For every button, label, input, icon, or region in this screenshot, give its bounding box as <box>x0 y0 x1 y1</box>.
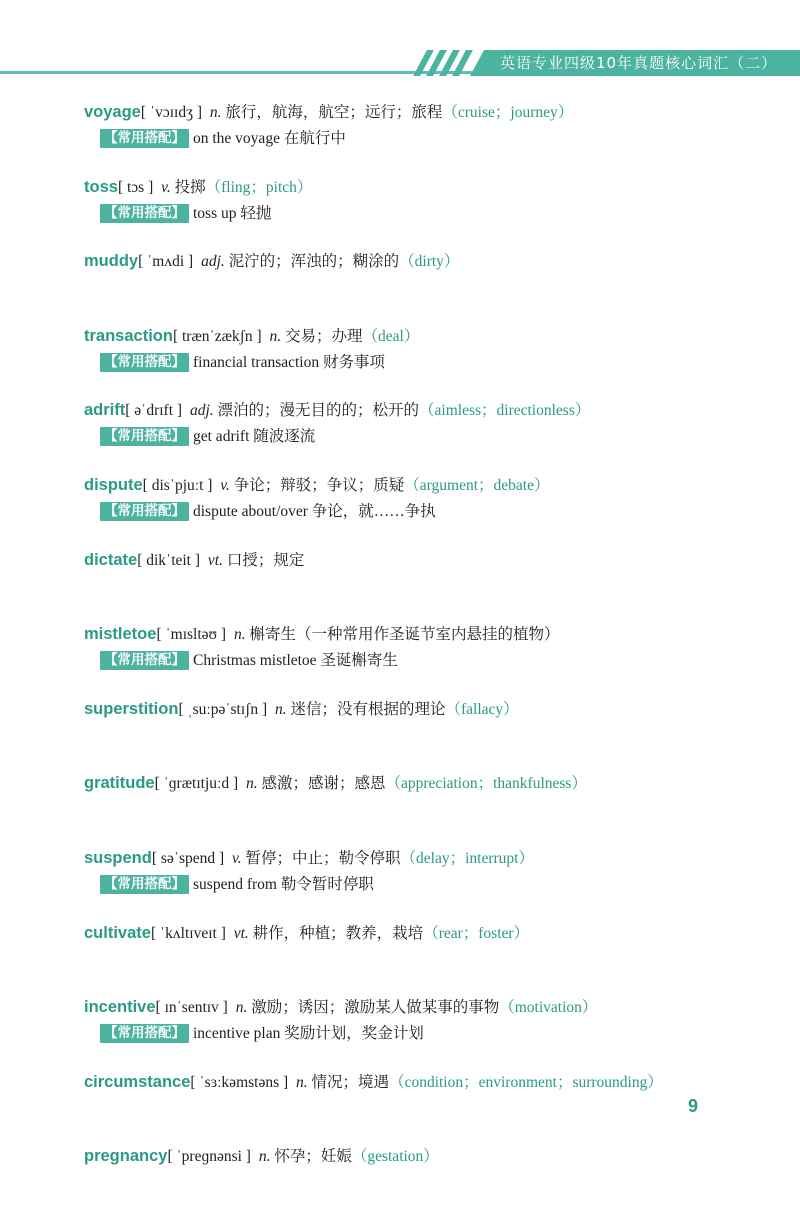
definition: 耕作，种植；教养，栽培 <box>252 924 424 942</box>
vocab-entry <box>84 697 774 772</box>
headword: toss <box>84 177 118 196</box>
collocation-badge: 【常用搭配】 <box>100 502 189 521</box>
collocation-line <box>100 648 774 674</box>
definition: 暂停；中止；勒令停职 <box>245 849 401 867</box>
entry-headline <box>84 622 774 646</box>
collocation-text: on the voyage 在航行中 <box>193 130 346 147</box>
entry-headline <box>84 771 774 795</box>
synonyms: （condition；environment；surrounding） <box>389 1073 663 1091</box>
part-of-speech: vt. <box>207 551 223 569</box>
entry-headline <box>84 398 774 422</box>
collocation-badge: 【常用搭配】 <box>100 875 189 894</box>
collocation-badge: 【常用搭配】 <box>100 204 189 223</box>
part-of-speech: adj. <box>189 402 214 420</box>
collocation-line <box>100 126 774 152</box>
vocab-entry <box>84 1144 774 1219</box>
synonyms: （gestation） <box>351 1148 439 1166</box>
headword: dictate <box>84 550 138 569</box>
collocation-text: financial transaction 财务事项 <box>193 353 385 371</box>
headword: pregnancy <box>84 1147 168 1166</box>
collocation-text: Christmas mistletoe 圣诞槲寄生 <box>193 652 398 670</box>
definition: 交易；办理 <box>284 327 363 345</box>
headword: cultivate <box>84 923 151 942</box>
vocab-entry <box>84 249 774 324</box>
synonyms: （motivation） <box>499 999 598 1017</box>
entry-headline <box>84 846 774 870</box>
phonetic: [ ˈkʌltɪveɪt ] <box>150 924 226 942</box>
part-of-speech: n. <box>209 104 222 121</box>
synonyms: （aimless；directionless） <box>419 402 591 420</box>
collocation-text: suspend from 勒令暂时停职 <box>193 875 374 893</box>
vocab-entry <box>84 398 774 473</box>
part-of-speech: n. <box>233 626 246 644</box>
phonetic: [ ˈmɪsltəʊ ] <box>156 626 227 644</box>
headword: superstition <box>84 699 179 718</box>
entry-headline <box>84 324 774 348</box>
collocation-text: toss up 轻抛 <box>193 204 272 222</box>
headword: voyage <box>84 103 141 121</box>
collocation-text: get adrift 随波逐流 <box>193 428 316 446</box>
phonetic: [ ˈɡrætɪtjuːd ] <box>154 775 239 793</box>
entry-headline <box>84 175 774 199</box>
phonetic: [ səˈspend ] <box>151 849 225 867</box>
phonetic: [ ˈmʌdi ] <box>138 253 194 271</box>
entry-headline <box>84 1070 774 1094</box>
entry-headline <box>84 249 774 273</box>
vocab-entry <box>84 175 774 250</box>
definition: 感激；感谢；感恩 <box>261 775 386 793</box>
collocation-badge: 【常用搭配】 <box>100 651 189 670</box>
phonetic: [ dikˈteit ] <box>137 551 201 569</box>
definition: 激励；诱因；激励某人做某事的事物 <box>251 999 500 1017</box>
phonetic: [ ˈvɔɪɪdʒ ] <box>140 104 202 121</box>
collocation-badge: 【常用搭配】 <box>100 1024 189 1043</box>
collocation-line <box>100 424 774 450</box>
vocab-entry <box>84 324 774 399</box>
phonetic: [ ɪnˈsentɪv ] <box>155 999 228 1017</box>
part-of-speech: vt. <box>233 924 249 942</box>
headword: transaction <box>84 326 173 345</box>
headword: incentive <box>84 998 156 1017</box>
vocab-entry <box>84 921 774 996</box>
collocation-text: incentive plan 奖励计划，奖金计划 <box>193 1025 424 1043</box>
phonetic: [ ˌsuːpəˈstɪʃn ] <box>178 700 268 718</box>
collocation-badge: 【常用搭配】 <box>100 129 189 148</box>
entry-headline <box>84 548 774 572</box>
running-header-title: 英语专业四级10年真题核心词汇（二） <box>500 54 778 72</box>
part-of-speech: v. <box>161 178 171 196</box>
vocab-entry <box>84 473 774 548</box>
collocation-line <box>100 499 774 525</box>
synonyms: （cruise；journey） <box>442 104 574 121</box>
headword: adrift <box>84 401 126 420</box>
part-of-speech: n. <box>274 700 287 718</box>
vocab-entry <box>84 995 774 1070</box>
part-of-speech: n. <box>258 1148 271 1166</box>
part-of-speech: n. <box>246 775 258 793</box>
definition: 旅行，航海，航空；远行；旅程 <box>225 104 443 121</box>
headword: mistletoe <box>84 625 157 644</box>
definition: 口授；规定 <box>226 551 305 569</box>
header-stripes <box>420 50 480 76</box>
part-of-speech: n. <box>269 327 282 345</box>
vocab-entry <box>84 846 774 921</box>
entry-headline <box>84 1144 774 1168</box>
entry-headline <box>84 473 774 497</box>
synonyms: （dirty） <box>399 253 460 271</box>
phonetic: [ ˈpreɡnənsi ] <box>167 1148 251 1166</box>
synonyms: （deal） <box>362 327 420 345</box>
phonetic: [ disˈpjuːt ] <box>142 476 213 494</box>
collocation-line <box>100 1021 774 1047</box>
vocab-entry <box>84 771 774 846</box>
collocation-line <box>100 872 774 898</box>
collocation-badge: 【常用搭配】 <box>100 353 189 372</box>
headword: muddy <box>84 252 139 271</box>
synonyms: （rear；foster） <box>423 924 530 942</box>
part-of-speech: v. <box>220 476 230 494</box>
vocab-entry <box>84 548 774 623</box>
phonetic: [ trænˈzækʃn ] <box>172 327 262 345</box>
phonetic: [ əˈdrɪft ] <box>125 402 183 420</box>
synonyms: （fallacy） <box>445 700 519 718</box>
definition: 漂泊的；漫无目的的；松开的 <box>217 402 420 420</box>
definition: 争论；辩驳；争议；质疑 <box>233 476 405 494</box>
collocation-line <box>100 350 774 376</box>
headword: dispute <box>84 475 143 494</box>
vocab-entry <box>84 1070 774 1145</box>
collocation-line <box>100 201 774 227</box>
definition: 投掷 <box>174 178 206 196</box>
entry-headline <box>84 100 774 124</box>
synonyms: （fling；pitch） <box>205 178 313 196</box>
definition: 泥泞的；浑浊的；糊涂的 <box>228 253 400 271</box>
part-of-speech: adj. <box>201 253 225 271</box>
entry-headline <box>84 995 774 1019</box>
vocab-entry <box>84 622 774 697</box>
definition: 情况；境遇 <box>311 1073 390 1091</box>
entry-headline <box>84 921 774 945</box>
entry-headline <box>84 697 774 721</box>
collocation-text: dispute about/over 争论，就……争执 <box>193 502 436 520</box>
definition: 槲寄生（一种常用作圣诞节室内悬挂的植物） <box>249 626 560 644</box>
definition: 迷信；没有根据的理论 <box>290 700 446 718</box>
definition: 怀孕；妊娠 <box>274 1148 352 1166</box>
phonetic: [ ˈsɜːkəmstəns ] <box>190 1073 289 1091</box>
synonyms: （argument；debate） <box>404 476 550 494</box>
page-number: 9 <box>688 1096 699 1116</box>
collocation-badge: 【常用搭配】 <box>100 427 189 446</box>
part-of-speech: v. <box>232 849 242 867</box>
headword: gratitude <box>84 774 155 793</box>
phonetic: [ tɔs ] <box>117 178 154 196</box>
vocabulary-list <box>84 100 774 1219</box>
vocab-entry <box>84 100 774 175</box>
part-of-speech: n. <box>235 999 248 1017</box>
headword: suspend <box>84 848 152 867</box>
synonyms: （delay；interrupt） <box>400 849 534 867</box>
headword: circumstance <box>84 1072 191 1091</box>
part-of-speech: n. <box>296 1073 308 1091</box>
synonyms: （appreciation；thankfulness） <box>385 775 587 793</box>
